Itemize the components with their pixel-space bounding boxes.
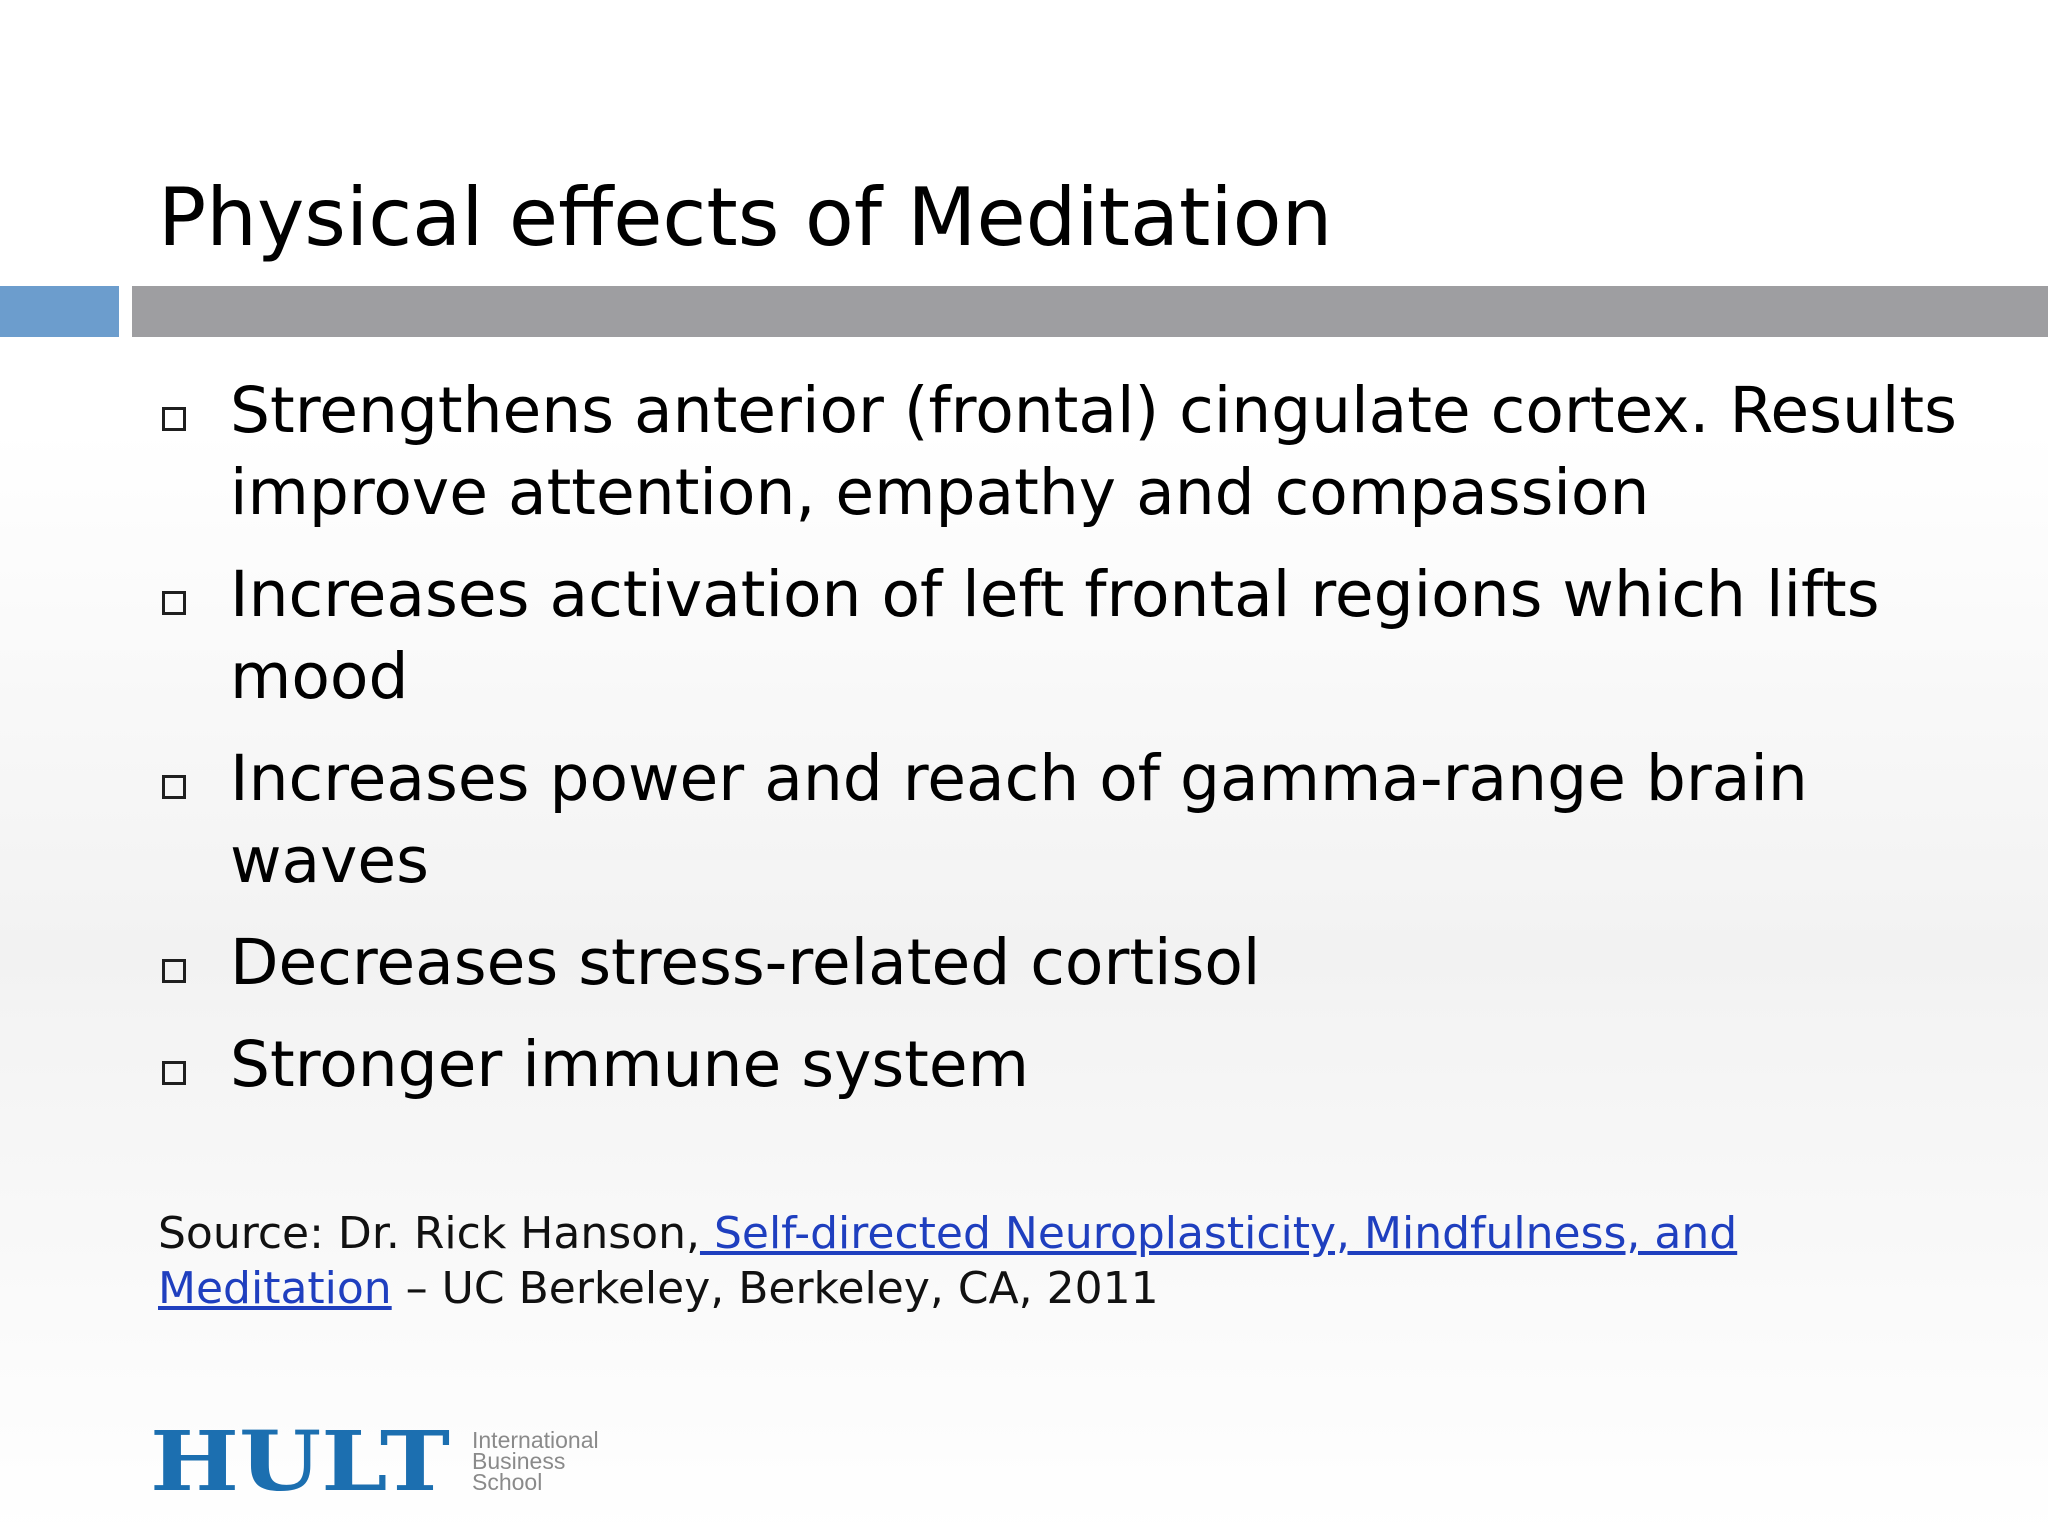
- source-citation: [158, 1206, 1858, 1316]
- hollow-square-bullet-icon: [162, 775, 186, 799]
- logo-wordmark: HULT: [150, 1420, 450, 1500]
- bullet-item: [158, 1024, 1958, 1106]
- source-link[interactable]: Self-directed Neuroplasticity, Mindfulness, and Meditation: [158, 1208, 1738, 1314]
- bullet-text: Strengthens anterior (frontal) cingulate cortex. Results improve attention, empathy and compassion: [230, 374, 1957, 529]
- logo-line-business: Business: [472, 1448, 566, 1474]
- bullet-item: [158, 738, 1958, 902]
- bullet-text: Increases power and reach of gamma-range brain waves: [230, 742, 1808, 897]
- source-prefix: Source: Dr. Rick Hanson,: [158, 1208, 700, 1259]
- logo-line-international: International: [472, 1427, 599, 1453]
- title-rule-bar: [132, 286, 2048, 337]
- logo-line-school: School: [472, 1469, 543, 1495]
- hollow-square-bullet-icon: [162, 591, 186, 615]
- bullet-text: Stronger immune system: [230, 1028, 1030, 1101]
- hollow-square-bullet-icon: [162, 1061, 186, 1085]
- bullet-text: Decreases stress-related cortisol: [230, 926, 1261, 999]
- bullet-item: [158, 370, 1958, 534]
- bullet-text: Increases activation of left frontal regions which lifts mood: [230, 558, 1880, 713]
- source-suffix: – UC Berkeley, Berkeley, CA, 2011: [391, 1263, 1159, 1314]
- bullet-item: [158, 554, 1958, 718]
- slide-title: Physical effects of Meditation: [158, 171, 1333, 264]
- bullet-list: [158, 370, 1958, 1126]
- hult-logo: [150, 1420, 670, 1500]
- bullet-item: [158, 922, 1958, 1004]
- hollow-square-bullet-icon: [162, 959, 186, 983]
- hollow-square-bullet-icon: [162, 407, 186, 431]
- title-accent-bar: [0, 286, 119, 337]
